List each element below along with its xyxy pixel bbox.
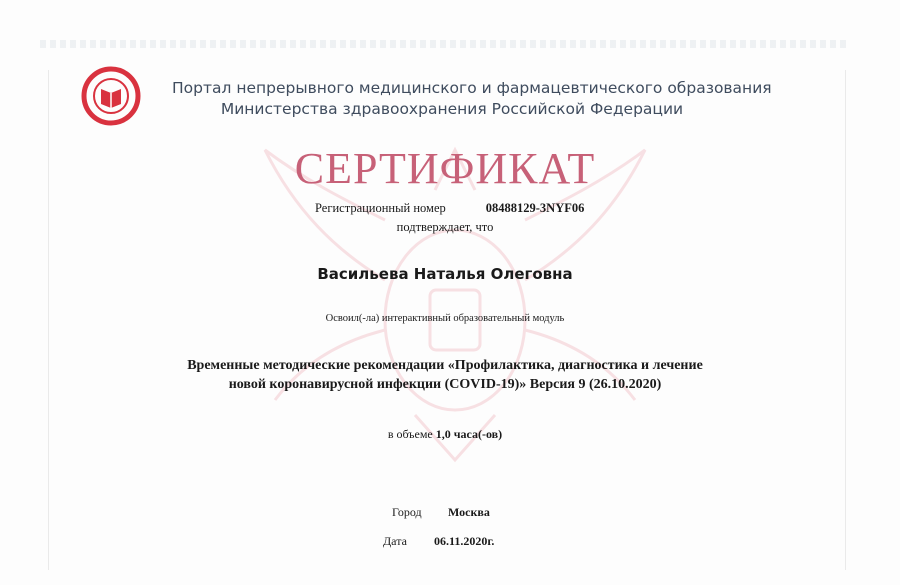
module-title-line2: новой коронавирусной инфекции (COVID-19)» Версия 9 (26.10.2020) [228,377,662,392]
holder-name: Васильева Наталья Олеговна [317,265,573,283]
city-label: Город [392,505,422,519]
confirms-text: подтверждает, что [396,220,494,234]
date-value: 06.11.2020г. [434,534,495,548]
registration-row [315,201,584,216]
scan-edge-right [845,70,846,570]
module-title-line1: Временные методические рекомендации «Профилактика, диагностика и лечение [187,358,703,373]
book-shield-logo-icon [80,65,142,127]
volume-prefix: в объеме [387,427,433,441]
volume-row [300,427,590,442]
ministry-name: Министерства здравоохранения Российской Федерации [220,100,684,118]
registration-label: Регистрационный номер [315,201,446,215]
mastered-text: Освоил(-ла) интерактивный образовательный модуль [325,313,565,324]
portal-header [172,78,772,120]
module-title [150,356,740,394]
portal-name: Портал непрерывного медицинского и фармацевтического образования [172,79,772,97]
scan-edge-left [48,70,49,570]
certificate-title: СЕРТИФИКАТ [294,144,596,193]
registration-number: 08488129-3NYF06 [485,201,585,215]
date-label: Дата [383,534,407,548]
volume-value: 1,0 часа(-ов) [435,427,503,441]
city-value: Москва [448,505,490,519]
scan-bleed-line [40,40,850,48]
